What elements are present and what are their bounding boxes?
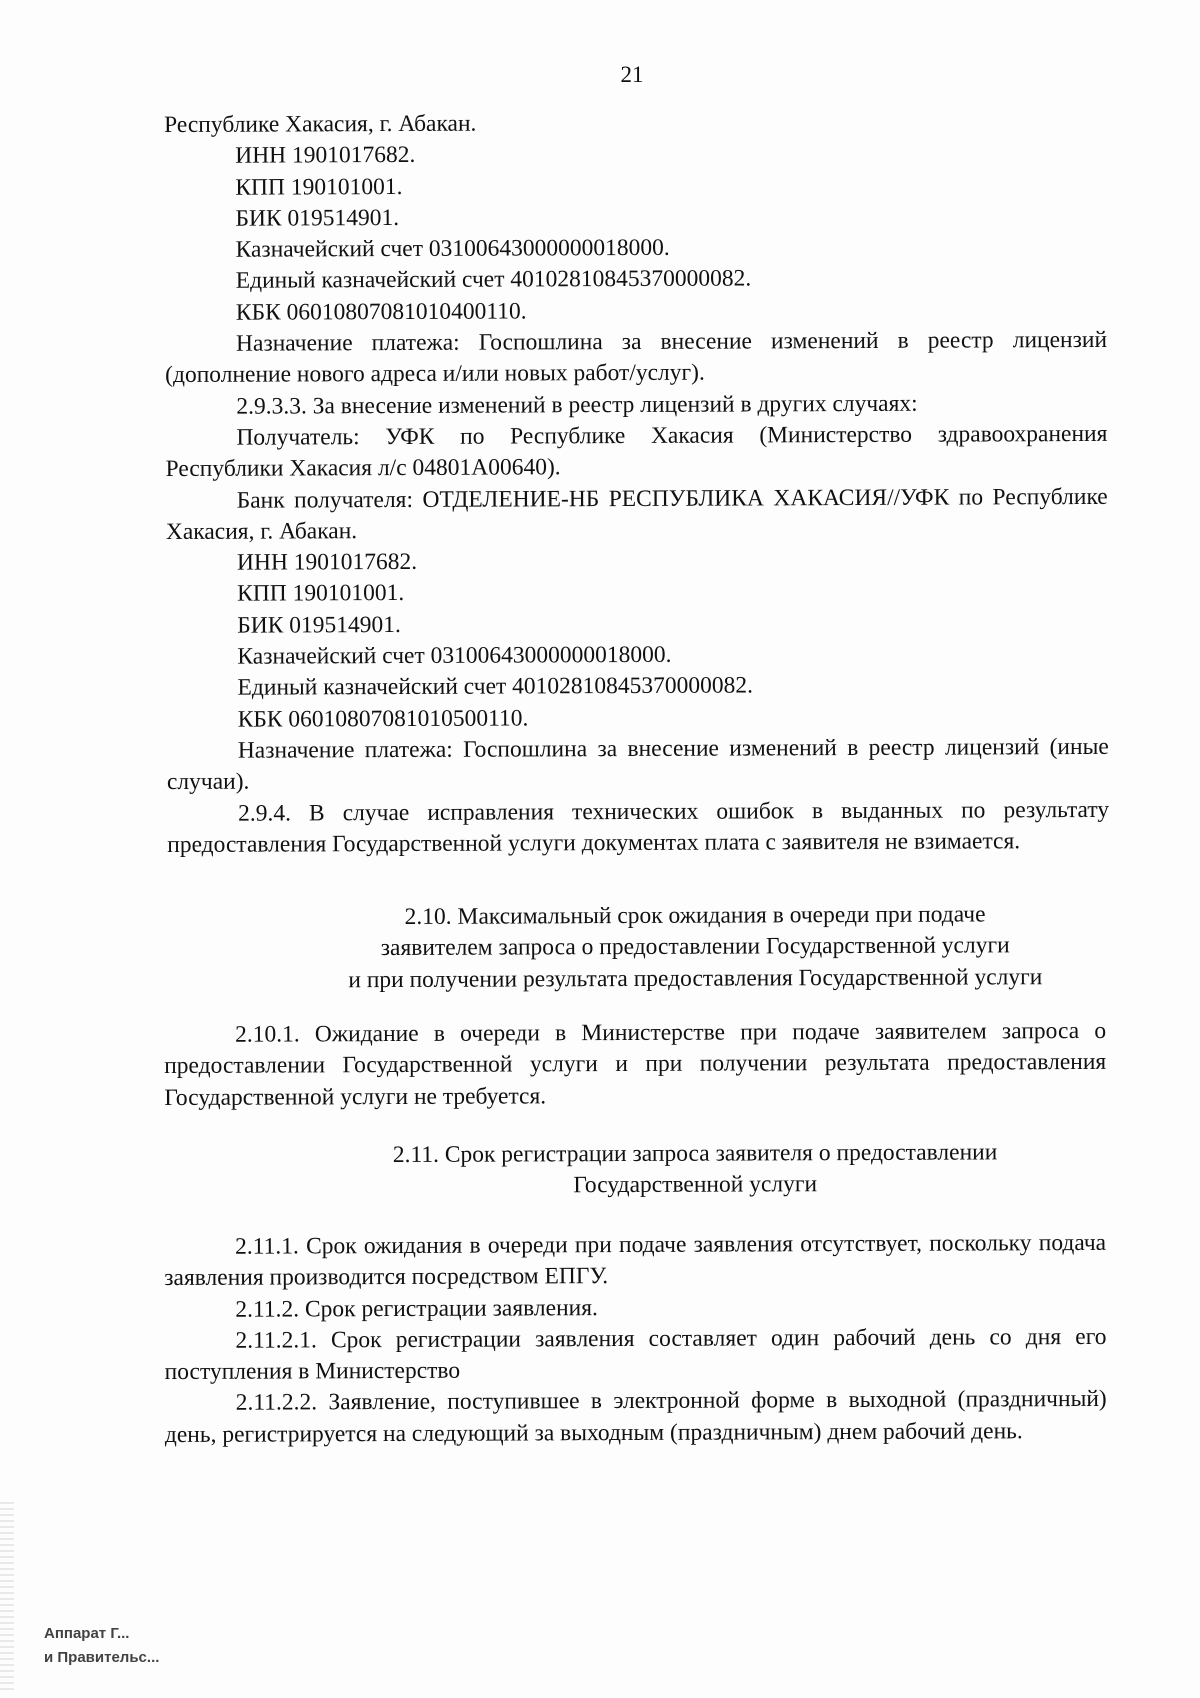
- office-stamp: [44, 1622, 159, 1670]
- kpp-line: КПП 190101001.: [235, 173, 403, 201]
- clause-2-11-2-1: 2.11.2.1. Срок регистрации заявления составляет один рабочий день со дня его поступления в Министерство: [164, 1323, 1107, 1386]
- treasury-account-line: Казначейский счет 03100643000000018000.: [235, 234, 670, 263]
- heading-line: и при получении результата предоставления Государственной услуги: [348, 963, 1043, 993]
- text-line: Республике Хакасия, г. Абакан.: [164, 110, 477, 138]
- scan-edge-artifact: [0, 1500, 14, 1690]
- clause-2-11-1: 2.11.1. Срок ожидания в очереди при подаче заявления отсутствует, поскольку подача заявления производится посредством ЕПГУ.: [164, 1229, 1107, 1292]
- clause-2-10-1: 2.10.1. Ожидание в очереди в Министерстве при подаче заявителем запроса о предоставлении Государственной услуги и при получении результата предоставления Государственной услуги не требуется.: [164, 1017, 1107, 1111]
- clause-2-9-3-3: 2.9.3.3. За внесение изменений в реестр лицензий в других случаях:: [236, 390, 918, 420]
- clause-2-9-4: 2.9.4. В случае исправления технических ошибок в выданных по результату предоставления Государственной услуги документах плата с заявителя не взимается.: [167, 796, 1110, 858]
- clause-2-11-2: 2.11.2. Срок регистрации заявления.: [235, 1294, 598, 1323]
- section-heading-2-11: [164, 1137, 1166, 1204]
- payment-purpose-paragraph: Назначение платежа: Госпошлина за внесение изменений в реестр лицензий (дополнение нового адреса и/или новых работ/услуг).: [165, 326, 1108, 389]
- bik-line: БИК 019514901.: [235, 204, 400, 232]
- kbk-line: КБК 06010807081010500110.: [237, 705, 529, 733]
- stamp-line: и Правительс...: [44, 1649, 160, 1666]
- stamp-line: Аппарат Г...: [44, 1625, 130, 1642]
- kpp-line: КПП 190101001.: [237, 580, 405, 608]
- unified-treasury-account-line: Единый казначейский счет 40102810845370000082.: [235, 265, 752, 295]
- clause-2-11-2-2: 2.11.2.2. Заявление, поступившее в электронной форме в выходной (праздничный) день, регистрируется на следующий за выходным (праздничным) днем рабочий день.: [164, 1386, 1107, 1448]
- unified-treasury-account-line: Единый казначейский счет 40102810845370000082.: [237, 672, 754, 702]
- payment-purpose-paragraph: Назначение платежа: Госпошлина за внесение изменений в реестр лицензий (иные случаи).: [166, 733, 1109, 796]
- clause-2-10-1-section: [164, 1016, 1106, 1114]
- heading-line: Государственной услуги: [573, 1171, 818, 1199]
- kbk-line: КБК 06010807081010400110.: [235, 298, 527, 326]
- heading-line: 2.10. Максимальный срок ожидания в очереди при подаче: [404, 901, 986, 930]
- clause-2-11-section: [164, 1228, 1107, 1451]
- inn-line: ИНН 1901017682.: [236, 549, 418, 576]
- page-number: 21: [620, 62, 644, 87]
- payment-details-section: [164, 106, 1109, 861]
- recipient-bank-paragraph: Банк получателя: ОТДЕЛЕНИЕ-НБ РЕСПУБЛИКА ХАКАСИЯ//УФК по Республике Хакасия, г. Абакан.: [165, 483, 1108, 545]
- treasury-account-line: Казначейский счет 03100643000000018000.: [237, 641, 672, 670]
- bik-line: БИК 019514901.: [237, 611, 401, 639]
- section-heading-2-10: [164, 899, 1166, 997]
- heading-line: 2.11. Срок регистрации запроса заявителя о предоставлении: [392, 1139, 998, 1169]
- recipient-paragraph: Получатель: УФК по Республике Хакасия (Министерство здравоохранения Республики Хакасия л/с 04801А00640).: [165, 420, 1108, 483]
- heading-line: заявителем запроса о предоставлении Государственной услуги: [380, 932, 1010, 962]
- inn-line: ИНН 1901017682.: [235, 142, 416, 169]
